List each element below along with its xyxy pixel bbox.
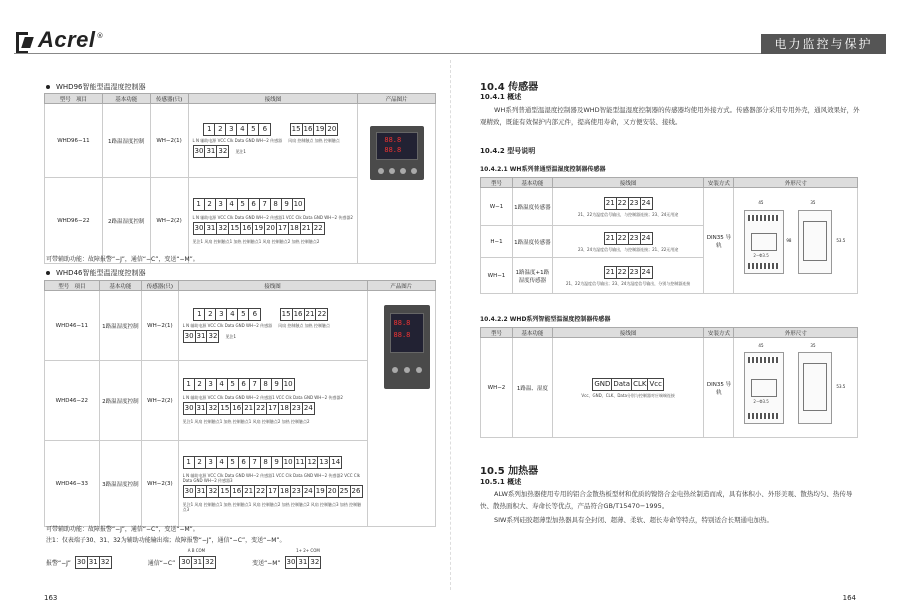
terminal-number: 21 <box>244 403 254 412</box>
terminal-number: 3 <box>206 457 217 468</box>
model-cell: WHD46−11 <box>45 291 100 361</box>
terminal-number: 8 <box>261 457 272 468</box>
heading-sensor: 10.4 传感器 <box>480 82 539 93</box>
col-model: 型号 项目 <box>45 281 100 291</box>
model-cell: WH−2 <box>481 338 513 438</box>
terminal-number: 6 <box>239 457 250 468</box>
install-cell: DIN35 导轨 <box>704 338 734 438</box>
terminal-number: 5 <box>238 309 249 320</box>
aux-terminals <box>46 548 321 569</box>
terminal-block <box>75 556 112 569</box>
terminal-number: 2 <box>195 379 206 390</box>
terminal-number: 21 <box>305 310 315 318</box>
terminal-number: Data <box>613 379 631 388</box>
table-row <box>45 104 436 178</box>
footnote-1: 注1：仅表端子30、31、32为辅助功能输出端；故障报警“−J”，通信“−C”，变送“−M”。 <box>46 537 286 544</box>
func-cell: 1路湿度传感器 <box>512 226 552 258</box>
terminal-number: 16 <box>232 486 242 495</box>
terminal-number: 4 <box>217 457 228 468</box>
terminal-block <box>280 308 329 321</box>
terminal-number: 17 <box>268 486 277 495</box>
heading-overview: 10.4.1 概述 <box>480 93 522 101</box>
col-dims: 外形尺寸 <box>734 328 858 338</box>
terminal-number: 30 <box>286 558 296 566</box>
terminal-number: 30 <box>184 486 194 495</box>
wiring-cell: 21 22 23 24 23、24为湿度信号输出，与控制器连接；21、22无用途 <box>552 226 704 258</box>
terminal-number: 24 <box>641 198 651 207</box>
terminal-number: 22 <box>256 403 266 412</box>
whd-sensor-side-drawing <box>798 352 832 424</box>
terminal-number: 15 <box>281 310 291 318</box>
terminal-number: 31 <box>196 486 206 495</box>
terminal-number: 6 <box>262 125 268 133</box>
dims-cell: 2−Φ3.5 45 35 98 53.5 <box>734 188 858 294</box>
terminal-block <box>604 232 653 245</box>
terminal-number: 21 <box>605 233 615 242</box>
terminal-number: 31 <box>298 558 308 566</box>
terminal-number: 32 <box>208 486 218 495</box>
terminal-number: 5 <box>248 124 259 135</box>
wh-sensor-table <box>480 177 858 294</box>
col-model: 型号 项目 <box>45 94 103 104</box>
terminal-number: 7 <box>250 457 261 468</box>
terminal-number: 2 <box>205 309 216 320</box>
terminal-number: 16 <box>232 403 242 412</box>
terminal-number: 8 <box>271 199 282 210</box>
terminal-block <box>183 485 363 498</box>
func-cell: 2路温湿度控制 <box>102 178 150 264</box>
model-cell: H−1 <box>481 226 513 258</box>
terminal-number: 32 <box>218 147 228 155</box>
terminal-number: 16 <box>293 310 303 318</box>
terminal-number: 4 <box>237 124 248 135</box>
terminal-number: 30 <box>184 403 194 412</box>
brand-name: Acrel <box>38 27 96 52</box>
col-func: 基本功能 <box>99 281 141 291</box>
col-sensor: 传感器(只) <box>150 94 188 104</box>
terminal-number: 30 <box>194 147 204 155</box>
whd46-note: 可带辅助功能：故障报警“−J”，通信“−C”，变送“−M”。 <box>46 526 199 533</box>
terminal-number: 15 <box>220 486 230 495</box>
terminal-number: 4 <box>227 309 238 320</box>
terminal-number: 31 <box>206 147 216 155</box>
table-header <box>481 178 858 188</box>
terminal-number: 5 <box>228 379 239 390</box>
terminal-number: 30 <box>194 223 204 232</box>
terminal-number: 31 <box>193 558 203 566</box>
terminal-number: 12 <box>307 457 317 466</box>
terminal-number: 22 <box>256 486 266 495</box>
terminal-number: 9 <box>272 457 283 468</box>
product-image-cell <box>367 291 435 527</box>
page-number-right: 164 <box>842 594 856 602</box>
col-install: 安装方式 <box>704 328 734 338</box>
registered-mark: ® <box>96 32 104 40</box>
terminal-number: 11 <box>295 457 305 466</box>
heading-whd-sensor: 10.4.2.2 WHD系列智能型温湿度控制器传感器 <box>480 316 611 323</box>
section-title-whd46: WHD46智能型温湿度控制器 <box>46 268 145 278</box>
wiring-cell: 21 22 23 24 21、22为温度信号输出；23、24为湿度信号输出，分别与控制器连接 <box>552 258 704 294</box>
col-image: 产品图片 <box>358 94 436 104</box>
terminal-number: 8 <box>261 379 272 390</box>
heading-model: 10.4.2 型号说明 <box>480 147 536 155</box>
terminal-block <box>183 402 315 415</box>
wiring-cell: GND Data CLK Vcc Vcc、GND、CLK、Data分别与控制器对应端端连接 <box>552 338 704 438</box>
whd-sensor-front-drawing: 2−Φ3.5 <box>744 352 784 424</box>
aux-alarm: 报警“−J” 30 31 32 <box>46 548 112 569</box>
sensor-front-drawing: 2−Φ3.5 <box>744 210 784 274</box>
whd46-table <box>44 280 436 527</box>
terminal-number: 2 <box>195 457 206 468</box>
terminal-number: 3 <box>216 199 227 210</box>
col-wiring: 接线图 <box>552 178 704 188</box>
heater-overview-1: ALW系列加热器使用专用的铝合金散热板型材和优质的镍铬合金电热丝制造而成，具有体积小、外形美观、散热均匀、热传导快、散热面积大、寿命长等优点，产品符合GB/T15470−1995。 <box>480 490 853 510</box>
header-rule <box>14 53 886 54</box>
terminal-number: 30 <box>184 332 194 340</box>
terminal-number: 1 <box>194 309 205 320</box>
terminal-number: 17 <box>268 403 277 412</box>
terminal-number: 14 <box>331 457 341 466</box>
page-number-left: 163 <box>44 594 58 602</box>
table-header <box>45 94 436 104</box>
col-model: 型号 <box>481 328 513 338</box>
aux-comm: A B COM 通信“−C” 30 31 32 <box>148 548 216 569</box>
terminal-number: 18 <box>289 223 299 232</box>
terminal-number: 1 <box>194 199 205 210</box>
terminal-number: 6 <box>239 379 250 390</box>
terminal-number: 10 <box>283 379 293 388</box>
terminal-number: 18 <box>279 486 289 495</box>
terminal-number: 3 <box>216 309 227 320</box>
col-sensor: 传感器(只) <box>142 281 178 291</box>
acrel-logo-icon <box>14 30 34 50</box>
terminal-number: 32 <box>310 558 320 566</box>
terminal-number: 32 <box>208 332 218 340</box>
terminal-block <box>193 222 325 235</box>
terminal-number: 23 <box>629 198 639 207</box>
terminal-number: 21 <box>605 198 615 207</box>
terminal-number: 19 <box>315 486 325 495</box>
wiring-cell: 1 2 3 4 5 6 7 8 9 10 L N 辅助电源 VCC Clk Data GND WH−2 传感器1 VCC Clk Data GND WH−2 传感器2 30 31 32 15 16 21 22 17 18 23 24 见注1 风扇 控制触点1 加热 控制触点1 风扇 控制触点2 加热 控制触点2 <box>178 361 367 441</box>
terminal-number: 23 <box>291 486 301 495</box>
terminal-number: 7 <box>260 199 271 210</box>
terminal-block <box>203 123 271 136</box>
terminal-block <box>604 266 653 279</box>
terminal-number: 31 <box>206 223 216 232</box>
terminal-number: 26 <box>351 486 361 495</box>
terminal-number: 22 <box>617 233 627 242</box>
whd46-meter-image: 88.8 88.8 <box>384 305 430 389</box>
col-func: 基本功能 <box>102 94 150 104</box>
terminal-number: 10 <box>293 199 303 208</box>
terminal-number: 6 <box>252 310 258 318</box>
table-row <box>45 291 436 361</box>
whd96-meter-image: 88.8 88.8 <box>370 126 424 180</box>
terminal-number: 23 <box>629 233 639 242</box>
terminal-number: CLK <box>633 379 647 388</box>
terminal-block <box>290 123 339 136</box>
model-cell: W−1 <box>481 188 513 226</box>
table-row <box>481 188 858 226</box>
terminal-block <box>604 197 653 210</box>
terminal-number: 22 <box>617 198 627 207</box>
terminal-number: GND <box>594 379 611 388</box>
wiring-cell: 1 2 3 4 5 6 L N 辅助电源 VCC Clk Data GND WH−2 传感器 15 16 21 22 风扇 控制触点 加热 控制触点 30 31 32 见注1 <box>178 291 367 361</box>
terminal-number: 20 <box>327 486 337 495</box>
terminal-block <box>179 556 216 569</box>
terminal-number: 22 <box>617 267 627 276</box>
sensor-cell: WH−2(2) <box>142 361 178 441</box>
terminal-number: 30 <box>181 558 191 566</box>
heater-overview-2: SIW系列硅胶超薄型加热器具有全封闭、超薄、柔软、超长寿命等特点，特别适合长期通电加热。 <box>494 516 773 524</box>
model-cell: WHD46−33 <box>45 441 100 527</box>
product-image-cell <box>358 104 436 264</box>
func-cell: 3路温湿度控制 <box>99 441 141 527</box>
terminal-number: 16 <box>303 125 313 133</box>
terminal-number: 19 <box>254 223 264 232</box>
model-cell: WHD96−11 <box>45 104 103 178</box>
terminal-number: 31 <box>196 403 206 412</box>
model-cell: WHD96−22 <box>45 178 103 264</box>
terminal-number: 21 <box>605 267 615 276</box>
terminal-number: 13 <box>319 457 329 466</box>
func-cell: 1路温湿度控制 <box>99 291 141 361</box>
terminal-block <box>592 378 664 391</box>
terminal-number: 17 <box>278 223 287 232</box>
heading-wh-sensor: 10.4.2.1 WH系列普通型温湿度控制器传感器 <box>480 166 606 173</box>
terminal-number: 22 <box>313 223 323 232</box>
terminal-number: 18 <box>279 403 289 412</box>
wiring-cell: 21 22 23 24 21、22为温度信号输出，与控制器连接；23、24无用途 <box>552 188 704 226</box>
terminal-number: 1 <box>204 124 215 135</box>
terminal-number: 19 <box>315 125 325 133</box>
col-dims: 外形尺寸 <box>734 178 858 188</box>
terminal-number: 2 <box>215 124 226 135</box>
func-cell: 2路温湿度控制 <box>99 361 141 441</box>
terminal-number: 30 <box>76 558 86 566</box>
terminal-number: 9 <box>282 199 293 210</box>
terminal-number: 5 <box>228 457 239 468</box>
terminal-number: 6 <box>249 199 260 210</box>
dims-cell: 2−Φ3.5 45 35 53.5 <box>734 338 858 438</box>
terminal-number: 25 <box>339 486 349 495</box>
table-header <box>45 281 436 291</box>
terminal-number: 15 <box>230 223 240 232</box>
func-cell: 1路温度传感器 <box>512 188 552 226</box>
terminal-block <box>193 308 261 321</box>
terminal-number: 3 <box>226 124 237 135</box>
model-cell: WHD46−22 <box>45 361 100 441</box>
terminal-number: 4 <box>227 199 238 210</box>
whd96-table <box>44 93 436 264</box>
terminal-number: 3 <box>206 379 217 390</box>
col-wiring: 接线图 <box>188 94 358 104</box>
func-cell: 1路温湿度控制 <box>102 104 150 178</box>
terminal-number: 1 <box>184 379 195 390</box>
terminal-number: 31 <box>88 558 98 566</box>
terminal-number: 31 <box>196 332 206 340</box>
terminal-number: 1 <box>184 457 195 468</box>
wiring-cell: 1 2 3 4 5 6 7 8 9 10 11 12 13 14 L N 辅助电源 VCC Clk Data GND WH−2 传感器1 VCC Clk Data GND WH−2 传感器2 VCC Clk Data GND WH−2 传感器3 30 31 32 15 16 21 22 17 18 23 24 19 20 25 26 见注1 风扇 控制触点1 加热 控制触点1 风扇 控制触点2 加热 控制触点2 风扇 控制触点3 加热 控制触点3 <box>178 441 367 527</box>
col-func: 基本功能 <box>512 328 552 338</box>
aux-transmit: 1+ 2+ COM 变送“−M” 30 31 32 <box>252 548 320 567</box>
func-cell: 1路温、湿度 <box>512 338 552 438</box>
terminal-number: 22 <box>317 310 327 318</box>
install-cell: DIN35 导轨 <box>704 188 734 294</box>
terminal-number: 15 <box>291 125 301 133</box>
sensor-side-drawing <box>798 210 832 274</box>
model-cell: WH−1 <box>481 258 513 294</box>
terminal-number: 4 <box>217 379 228 390</box>
terminal-number: Vcc <box>649 379 662 388</box>
terminal-number: 24 <box>303 403 313 412</box>
terminal-number: 21 <box>244 486 254 495</box>
terminal-number: 15 <box>220 403 230 412</box>
col-install: 安装方式 <box>704 178 734 188</box>
terminal-block <box>183 456 343 469</box>
terminal-block <box>193 198 305 211</box>
col-model: 型号 <box>481 178 513 188</box>
terminal-number: 10 <box>283 457 293 466</box>
terminal-number: 21 <box>301 223 311 232</box>
sensor-cell: WH−2(3) <box>142 441 178 527</box>
brand-logo <box>14 27 104 52</box>
terminal-number: 20 <box>266 223 275 232</box>
terminal-number: 16 <box>242 223 252 232</box>
col-wiring: 接线图 <box>552 328 704 338</box>
heading-heater-overview: 10.5.1 概述 <box>480 478 522 486</box>
terminal-number: 32 <box>218 223 228 232</box>
terminal-block <box>183 330 220 343</box>
header-band: 电力监控与保护 <box>761 34 886 54</box>
table-row <box>481 338 858 438</box>
terminal-number: 7 <box>250 379 261 390</box>
sensor-cell: WH−2(1) <box>150 104 188 178</box>
terminal-number: 24 <box>303 486 313 495</box>
wiring-cell: 1 2 3 4 5 6 7 8 9 10 L N 辅助电源 VCC Clk Data GND WH−2 传感器1 VCC Clk Data GND WH−2 传感器2 30 31 32 15 16 19 20 17 18 21 22 见注1 风扇 控制触点1 加热 控制触点1 风扇 控制触点2 加热 控制触点2 <box>188 178 358 264</box>
terminal-number: 20 <box>327 125 337 133</box>
terminal-number: 24 <box>641 233 651 242</box>
wiring-cell: 1 2 3 4 5 6 L N 辅助电源 VCC Clk Data GND WH−2 传感器 15 16 19 20 风扇 控制触点 加热 控制触点 30 31 32 见注1 <box>188 104 358 178</box>
sensor-overview: WH系列普通型温湿度控制器及WHD智能型温湿度控制器的传感器均使用外接方式。传感器部分采用专用外壳，通风效果好，外观精致，既能有效保护内部元件，提高使用寿命，又方便安装、接线。 <box>480 106 860 126</box>
terminal-number: 9 <box>272 379 283 390</box>
sensor-cell: WH−2(1) <box>142 291 178 361</box>
whd-sensor-table <box>480 327 858 438</box>
terminal-block <box>183 378 295 391</box>
section-title-whd96: WHD96智能型温湿度控制器 <box>46 82 145 92</box>
terminal-number: 32 <box>205 558 215 566</box>
col-func: 基本功能 <box>512 178 552 188</box>
col-image: 产品图片 <box>367 281 435 291</box>
heading-heater: 10.5 加热器 <box>480 466 539 477</box>
table-header <box>481 328 858 338</box>
terminal-number: 32 <box>100 558 110 566</box>
func-cell: 1路温度+1路湿度传感器 <box>512 258 552 294</box>
terminal-number: 23 <box>629 267 639 276</box>
whd96-note: 可带辅助功能：故障报警“−J”，通信“−C”，变送“−M”。 <box>46 256 199 263</box>
terminal-number: 32 <box>208 403 218 412</box>
terminal-number: 5 <box>238 199 249 210</box>
terminal-number: 2 <box>205 199 216 210</box>
col-wiring: 接线图 <box>178 281 367 291</box>
terminal-number: 23 <box>291 403 301 412</box>
sensor-cell: WH−2(2) <box>150 178 188 264</box>
terminal-block <box>285 556 322 569</box>
terminal-block <box>193 145 230 158</box>
page-fold <box>450 60 451 590</box>
terminal-number: 24 <box>641 267 651 276</box>
